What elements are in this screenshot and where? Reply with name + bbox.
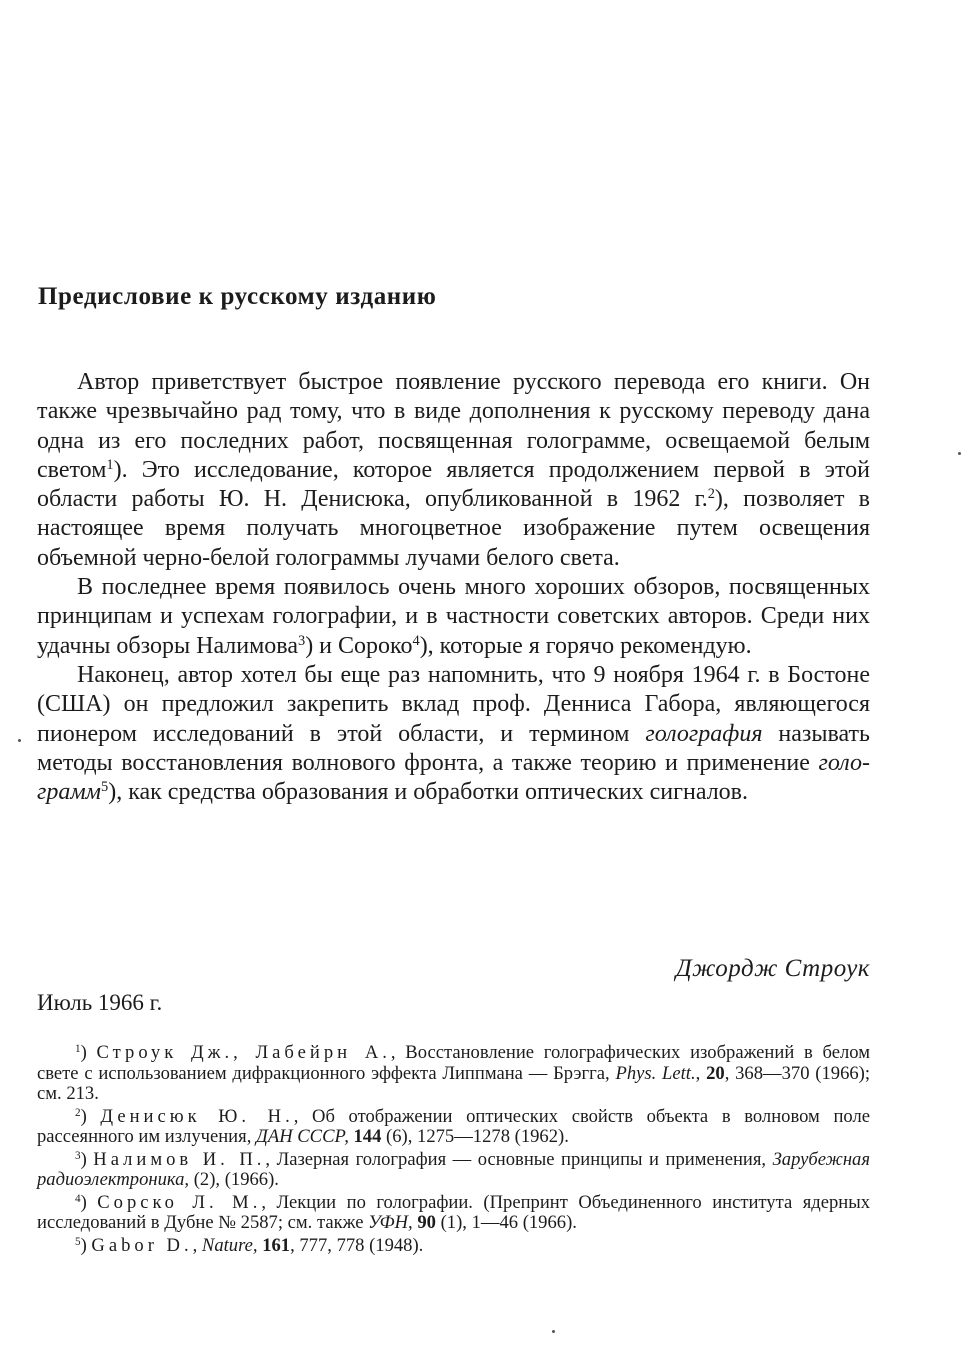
footnote-1-text: , Восстановление голографических изображений в белом свете с использованием дифракционного эффекта Липпмана — Брэгга,	[37, 1042, 870, 1084]
footnote-3-rest: (2), (1966).	[189, 1169, 279, 1190]
p3-text-b: называть методы восстановления волнового фронта, а также теорию и применение	[37, 720, 870, 776]
p1-text-b: ). Это исследование, которое является продолжением первой в этой области работы Ю. Н. Денисюка, опубликованной в 1962 г.	[37, 456, 870, 513]
footnote-1-rest: , 368—370 (1966); см. 213.	[37, 1062, 871, 1104]
footnote-4: $^4$) Сорско Л. М., Лекции по голографии. (Препринт Объединенного института ядерных исследований в Дубне № 2587; см. также УФН, 90 (1), 1—46 (1966).	[37, 1191, 871, 1233]
paragraph-3	[37, 661, 870, 807]
footnote-4-rest: (1), 1—46 (1966).	[435, 1212, 577, 1233]
footnote-ref-2: 2	[707, 486, 715, 503]
footnotes	[37, 1043, 870, 1258]
p1-text-a: Автор приветствует быстрое появление русского перевода его книги. Он также чрезвычайно рад тому, что в виде дополнения к русскому переводу дана одна из его последних работ, посвященная голограмме, освещаемой белым светом	[37, 369, 870, 483]
p3-text-c: ), как средства образования и обработки оптических сигналов.	[108, 779, 749, 806]
footnote-5: $^5$) Gabor D., Nature, 161, 777, 778 (1948).	[75, 1234, 424, 1256]
footnote-mark-1: 1	[75, 1042, 81, 1055]
footnote-mark-2: 2	[75, 1106, 81, 1119]
paragraph-2	[37, 573, 870, 661]
footnote-2-volume: 144	[353, 1126, 382, 1147]
p2-text-a: В последнее время появилось очень много хороших обзоров, посвященных принципам и успехам голографии, и в частности советских авторов. Среди них удачны обзоры Налимова	[37, 574, 870, 659]
author-signature: Джордж Строук	[675, 955, 870, 982]
footnote-4-author: Сорско Л. М.	[97, 1191, 262, 1213]
footnote-5-author: Gabor D.	[91, 1234, 193, 1256]
footnote-1: $^1$) Строук Дж., Лабейрн А., Восстановление голографических изображений в белом свете с использованием дифракционного эффекта Липпмана — Брэгга, Phys. Lett., 20, 368—370 (1966); см. 213.	[37, 1042, 871, 1104]
preface-heading: Предисловие к русскому изданию	[38, 283, 437, 310]
footnote-mark-5: 5	[75, 1235, 81, 1248]
footnote-ref-4: 4	[412, 632, 420, 649]
footnote-2-rest: (6), 1275—1278 (1962).	[381, 1126, 569, 1147]
preface-date: Июль 1966 г.	[37, 990, 163, 1015]
footnote-5-text: ,	[192, 1234, 202, 1256]
term-holography: голография	[645, 720, 763, 747]
footnote-4-volume: 90	[417, 1212, 436, 1233]
footnote-ref-1: 1	[106, 456, 114, 473]
footnote-2-author: Денисюк Ю. Н.	[100, 1105, 294, 1127]
footnote-mark-4: 4	[75, 1192, 81, 1205]
footnote-1-author: Строук Дж., Лабейрн А.	[96, 1042, 391, 1063]
p2-text-b: ) и Сороко	[305, 632, 413, 659]
footnote-5-volume: 161	[262, 1234, 291, 1256]
print-speck	[958, 452, 961, 455]
footnote-3-author: Налимов И. П.	[93, 1148, 266, 1170]
print-speck	[552, 1330, 555, 1333]
footnote-3-text: , Лазерная голография — основные принципы и применения,	[265, 1148, 773, 1170]
footnote-ref-3: 3	[297, 632, 306, 649]
footnote-3-journal: Зарубежная радиоэлектроника,	[37, 1148, 870, 1190]
p3-text-a: Наконец, автор хотел бы еще раз напомнить, что 9 ноября 1964 г. в Бостоне (США) он предложил закрепить вклад проф. Денниса Габора, являющегося пионером исследований в этой области, и термином	[37, 661, 870, 747]
footnote-mark-3: 3	[75, 1149, 81, 1162]
preface-body	[37, 368, 870, 807]
footnote-4-journal: УФН,	[368, 1212, 413, 1233]
footnote-1-journal: Phys. Lett.	[615, 1062, 696, 1084]
paragraph-1	[37, 368, 870, 573]
footnote-5-rest: , 777, 778 (1948).	[290, 1234, 424, 1256]
footnote-2-text: , Об отображении оптических свойств объекта в волновом поле рассеянного им излучения,	[37, 1105, 870, 1147]
footnote-1-volume: 20	[706, 1062, 725, 1084]
p2-text-c: ), которые я горячо рекомендую.	[419, 632, 752, 659]
footnote-ref-5: 5	[101, 779, 109, 796]
term-holograms: голограмм	[37, 749, 870, 806]
footnote-4-text: , Лекции по голографии. (Препринт Объединенного института ядерных исследований в Дубне № 2587; см. также	[37, 1191, 871, 1233]
footnote-3: $^3$) Налимов И. П., Лазерная голография — основные принципы и применения, Зарубежная радиоэлектроника, (2), (1966).	[37, 1148, 870, 1190]
p1-text-c: ), позволяет в настоящее время получать многоцветное изображение путем освещения объемной черно-белой голограммы лучами белого света.	[37, 486, 871, 571]
footnote-2: $^2$) Денисюк Ю. Н., Об отображении оптических свойств объекта в волновом поле рассеянного им излучения, ДАН СССР, 144 (6), 1275—1278 (1962).	[37, 1105, 870, 1147]
footnote-5-journal: Nature,	[201, 1234, 258, 1256]
print-speck	[18, 739, 21, 742]
footnote-2-journal: ДАН СССР,	[256, 1126, 349, 1147]
